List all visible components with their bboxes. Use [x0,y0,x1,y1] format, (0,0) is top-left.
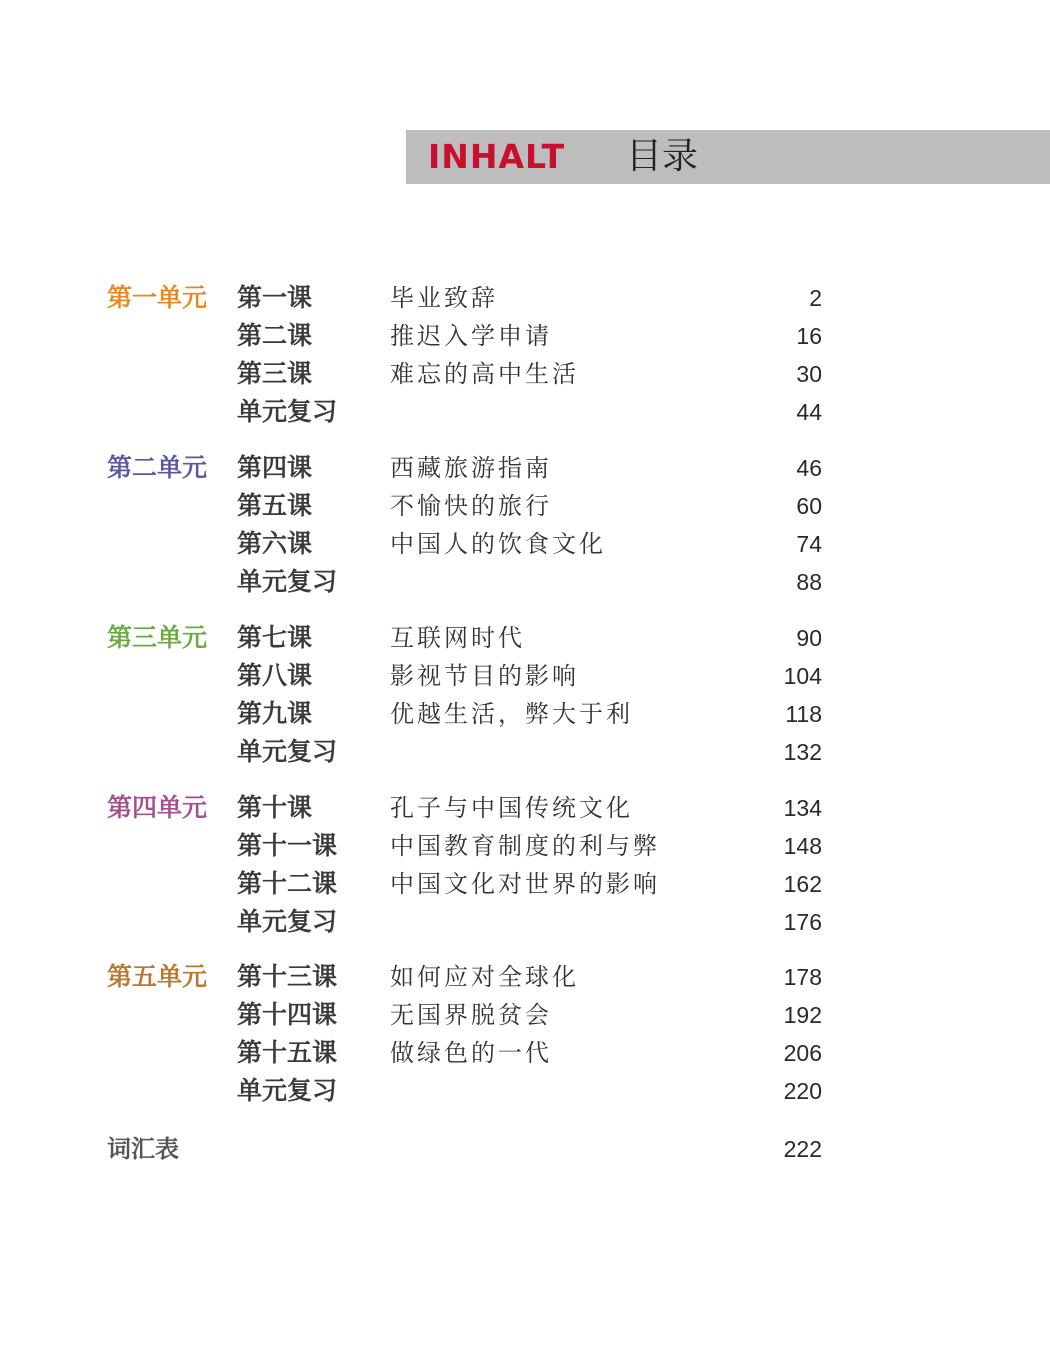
page-number: 90 [796,625,822,651]
lesson-number: 单元复习 [237,907,338,936]
toc-row[interactable] [0,623,1050,653]
page-number: 74 [796,531,822,557]
page-number: 220 [783,1078,822,1104]
toc-row[interactable] [0,737,1050,767]
lesson-title: 中国人的饮食文化 [390,530,606,558]
lesson-number: 第十四课 [237,1000,338,1029]
lesson-number: 单元复习 [237,567,338,596]
page-number: 44 [796,399,822,425]
page-number: 134 [783,795,822,821]
glossary-label[interactable]: 词汇表 [107,1135,179,1163]
lesson-number: 第十一课 [237,831,338,860]
lesson-title: 孔子与中国传统文化 [390,794,633,822]
toc-row[interactable] [0,661,1050,691]
page-number: 104 [783,663,822,689]
lesson-number: 第十课 [237,793,313,822]
lesson-number: 单元复习 [237,737,338,766]
toc-row[interactable] [0,567,1050,597]
page-number: 132 [783,739,822,765]
page-number: 176 [783,909,822,935]
lesson-number: 第十三课 [237,962,338,991]
lesson-title: 不愉快的旅行 [390,492,552,520]
lesson-number: 第一课 [237,283,313,312]
page-number: 46 [796,455,822,481]
lesson-title: 优越生活，弊大于利 [390,700,633,728]
toc-row[interactable] [0,283,1050,313]
page-number: 178 [783,964,822,990]
lesson-number: 第九课 [237,699,313,728]
lesson-title: 互联网时代 [390,624,525,652]
lesson-title: 如何应对全球化 [390,963,579,991]
toc-row[interactable] [0,699,1050,729]
lesson-number: 第五课 [237,491,313,520]
toc-row[interactable] [0,1038,1050,1068]
page-number: 148 [783,833,822,859]
unit-title[interactable]: 第四单元 [107,793,208,822]
lesson-title: 中国文化对世界的影响 [390,870,660,898]
lesson-title: 毕业致辞 [390,284,498,312]
toc-row[interactable] [0,869,1050,899]
header-title-en: INHALT [428,137,566,176]
page-number: 30 [796,361,822,387]
toc-row[interactable] [0,793,1050,823]
toc-row[interactable] [0,1076,1050,1106]
page-number: 192 [783,1002,822,1028]
lesson-number: 第六课 [237,529,313,558]
lesson-number: 第七课 [237,623,313,652]
toc-row[interactable] [0,831,1050,861]
lesson-title: 西藏旅游指南 [390,454,552,482]
lesson-number: 第十五课 [237,1038,338,1067]
toc-row[interactable] [0,491,1050,521]
lesson-title: 无国界脱贫会 [390,1001,552,1029]
toc-row[interactable] [0,321,1050,351]
toc-row[interactable] [0,962,1050,992]
lesson-title: 难忘的高中生活 [390,360,579,388]
lesson-title: 做绿色的一代 [390,1039,552,1067]
lesson-number: 单元复习 [237,1076,338,1105]
page-number: 206 [783,1040,822,1066]
lesson-number: 第四课 [237,453,313,482]
page-number: 162 [783,871,822,897]
page-number: 2 [809,285,822,311]
unit-title[interactable]: 第二单元 [107,453,208,482]
unit-title[interactable]: 第五单元 [107,962,208,991]
glossary-page-number: 222 [783,1136,822,1162]
toc-row[interactable] [0,907,1050,937]
toc-row[interactable] [0,1000,1050,1030]
lesson-number: 第二课 [237,321,313,350]
header-title-zh: 目录 [626,136,699,177]
toc-row[interactable] [0,529,1050,559]
page-number: 60 [796,493,822,519]
lesson-title: 推迟入学申请 [390,322,552,350]
lesson-title: 影视节目的影响 [390,662,579,690]
lesson-title: 中国教育制度的利与弊 [390,832,660,860]
toc-row[interactable] [0,359,1050,389]
page-number: 16 [796,323,822,349]
page-number: 118 [785,701,822,727]
lesson-number: 第八课 [237,661,313,690]
unit-title[interactable]: 第三单元 [107,623,208,652]
page-number: 88 [796,569,822,595]
toc-row[interactable] [0,453,1050,483]
lesson-number: 第十二课 [237,869,338,898]
unit-title[interactable]: 第一单元 [107,283,208,312]
toc-row[interactable] [0,397,1050,427]
lesson-number: 单元复习 [237,397,338,426]
lesson-number: 第三课 [237,359,313,388]
